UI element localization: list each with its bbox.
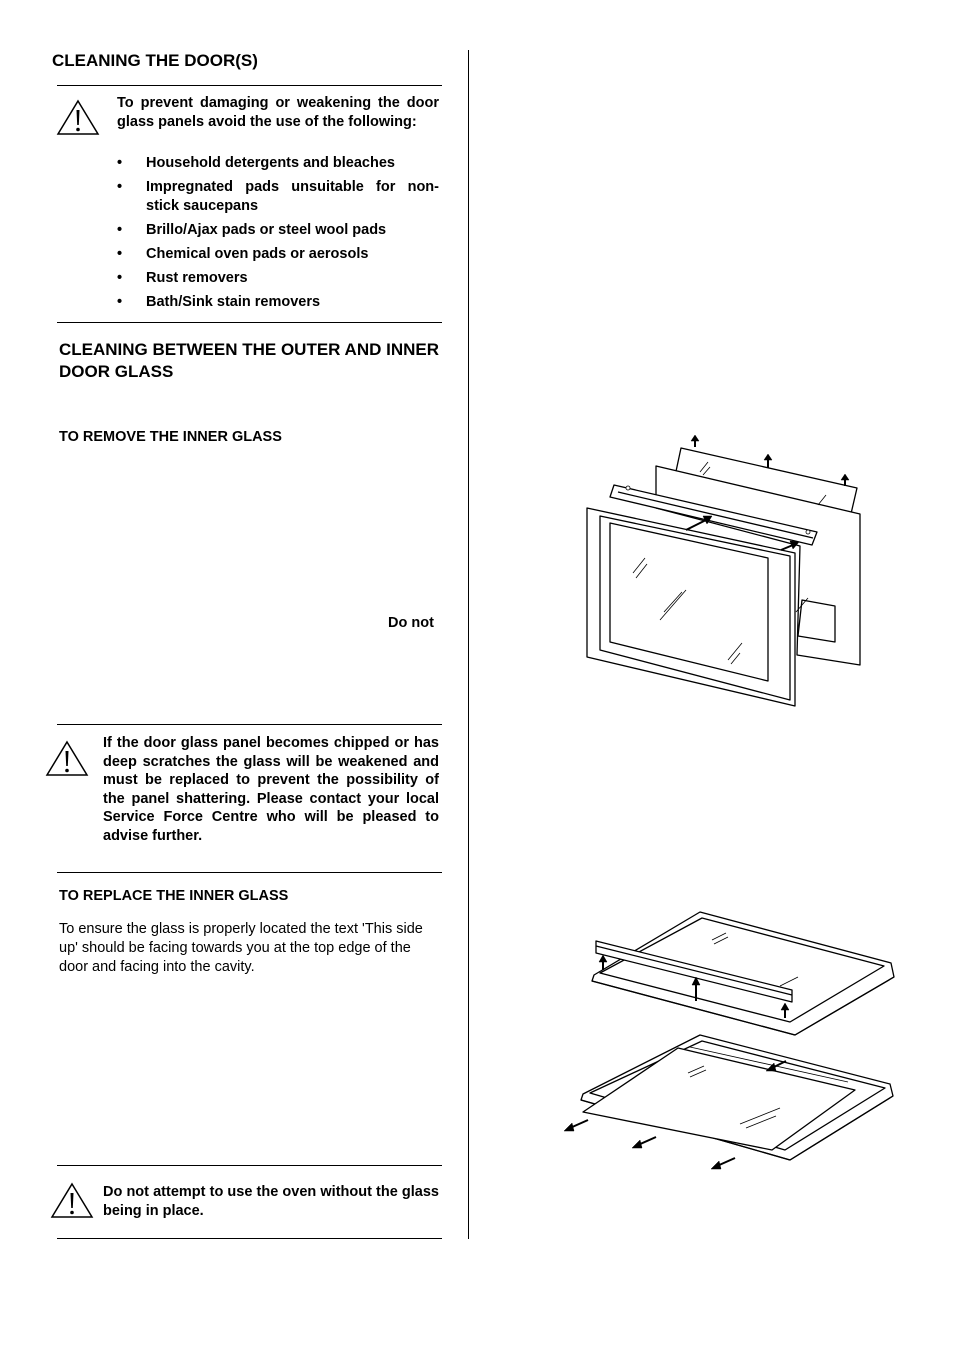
list-item: • Household detergents and bleaches <box>117 154 439 173</box>
do-not-text: Do not <box>388 615 434 631</box>
warning-glass-in-place: Do not attempt to use the oven without the glass being in place. <box>103 1184 439 1219</box>
section-title: CLEANING THE DOOR(S) <box>52 51 258 70</box>
list-item: • Chemical oven pads or aerosols <box>117 245 439 264</box>
replace-heading: TO REPLACE THE INNER GLASS <box>59 888 289 904</box>
list-item: • Rust removers <box>117 269 439 288</box>
list-item: • Bath/Sink stain removers <box>117 293 439 312</box>
list-item: • Impregnated pads unsuitable for non-stick saucepans <box>117 178 439 216</box>
list-item: • Brillo/Ajax pads or steel wool pads <box>117 221 439 240</box>
remove-heading: TO REMOVE THE INNER GLASS <box>59 429 282 445</box>
warning-chipped-glass: If the door glass panel becomes chipped or has deep scratches the glass will be weakened and must be replaced to prevent the possibility of the panel shattering. Please contact your local Service Force Centre who will be pleased to advise further. <box>103 735 439 844</box>
warning-intro: To prevent damaging or weakening the door glass panels avoid the use of the following: <box>117 95 439 130</box>
subsection-title: CLEANING BETWEEN THE OUTER AND INNER DOOR GLASS <box>59 340 439 381</box>
replace-instructions: To ensure the glass is properly located the text 'This side up' should be facing towards you at the top edge of the door and facing into the cavity. <box>59 921 423 975</box>
